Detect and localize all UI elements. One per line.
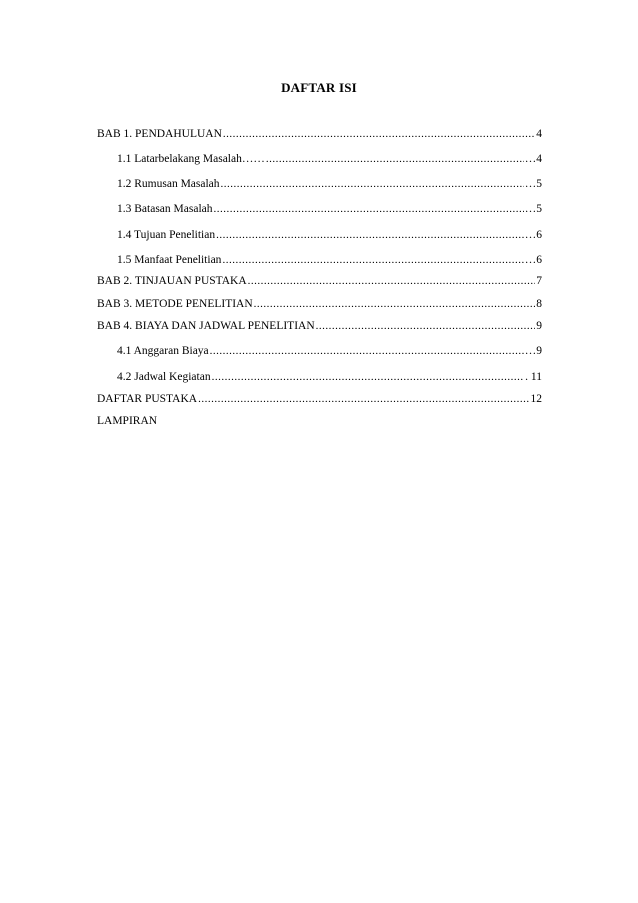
toc-entry-1-5[interactable]: [117, 251, 542, 267]
dot-leader: [221, 177, 524, 191]
toc-entry-1-3[interactable]: [117, 200, 542, 216]
dot-leader: [222, 253, 523, 267]
toc-entry-daftar-pustaka[interactable]: [97, 390, 542, 406]
toc-entry-page: …4: [524, 153, 542, 165]
dot-leader: [210, 344, 524, 358]
toc-entry-bab-4[interactable]: [97, 317, 542, 333]
toc-entry-label: 1.1 Latarbelakang Masalah……: [117, 153, 265, 165]
toc-entry-4-1[interactable]: [117, 342, 542, 358]
toc-entry-1-1[interactable]: [117, 150, 542, 166]
toc-entry-label: 1.5 Manfaat Penelitian: [117, 254, 222, 266]
toc-entry-label: 4.1 Anggaran Biaya: [117, 345, 209, 357]
toc-entry-1-2[interactable]: [117, 175, 542, 191]
toc-entry-1-4[interactable]: [117, 226, 542, 242]
toc-entry-bab-3[interactable]: [97, 295, 542, 311]
toc-entry-label: BAB 3. METODE PENELITIAN: [97, 298, 253, 310]
dot-leader: [316, 319, 536, 333]
dot-leader: [266, 152, 524, 166]
dot-leader: [198, 392, 529, 406]
toc-entry-lampiran[interactable]: [97, 412, 542, 428]
toc-entry-page: 12: [530, 393, 542, 405]
toc-entry-page: 7: [536, 275, 542, 287]
toc-entry-bab-1[interactable]: [97, 125, 542, 141]
toc-entry-label: 4.2 Jadwal Kegiatan: [117, 371, 211, 383]
toc-entry-page: …5: [524, 203, 542, 215]
toc-entry-label: DAFTAR PUSTAKA: [97, 393, 198, 405]
toc-entry-page: 9: [536, 320, 542, 332]
toc-entry-page: …9: [524, 345, 542, 357]
dot-leader: [216, 228, 524, 242]
toc-entry-bab-2[interactable]: [97, 272, 542, 288]
toc-entry-page: …6: [524, 229, 542, 241]
toc-title: DAFTAR ISI: [281, 80, 357, 95]
dot-leader: [254, 297, 536, 311]
dot-leader: [214, 202, 524, 216]
toc-entry-label: BAB 4. BIAYA DAN JADWAL PENELITIAN: [97, 320, 315, 332]
toc-entry-page: …6: [524, 254, 542, 266]
toc-entry-page: 8: [536, 298, 542, 310]
toc-entry-label: BAB 1. PENDAHULUAN: [97, 128, 222, 140]
dot-leader: [212, 370, 525, 384]
toc-entry-label: 1.2 Rumusan Masalah: [117, 178, 220, 190]
toc-entry-label: 1.3 Batasan Masalah: [117, 203, 213, 215]
toc-entry-4-2[interactable]: [117, 368, 542, 384]
toc-entry-label: LAMPIRAN: [97, 415, 158, 427]
toc-entry-page: …5: [524, 178, 542, 190]
toc-entry-label: BAB 2. TINJAUAN PUSTAKA: [97, 275, 247, 287]
toc-entry-label: 1.4 Tujuan Penelitian: [117, 229, 216, 241]
dot-leader: [248, 274, 536, 288]
dot-leader: [223, 127, 535, 141]
toc-entry-page: 4: [536, 128, 542, 140]
toc-entry-page: . 11: [525, 371, 542, 383]
